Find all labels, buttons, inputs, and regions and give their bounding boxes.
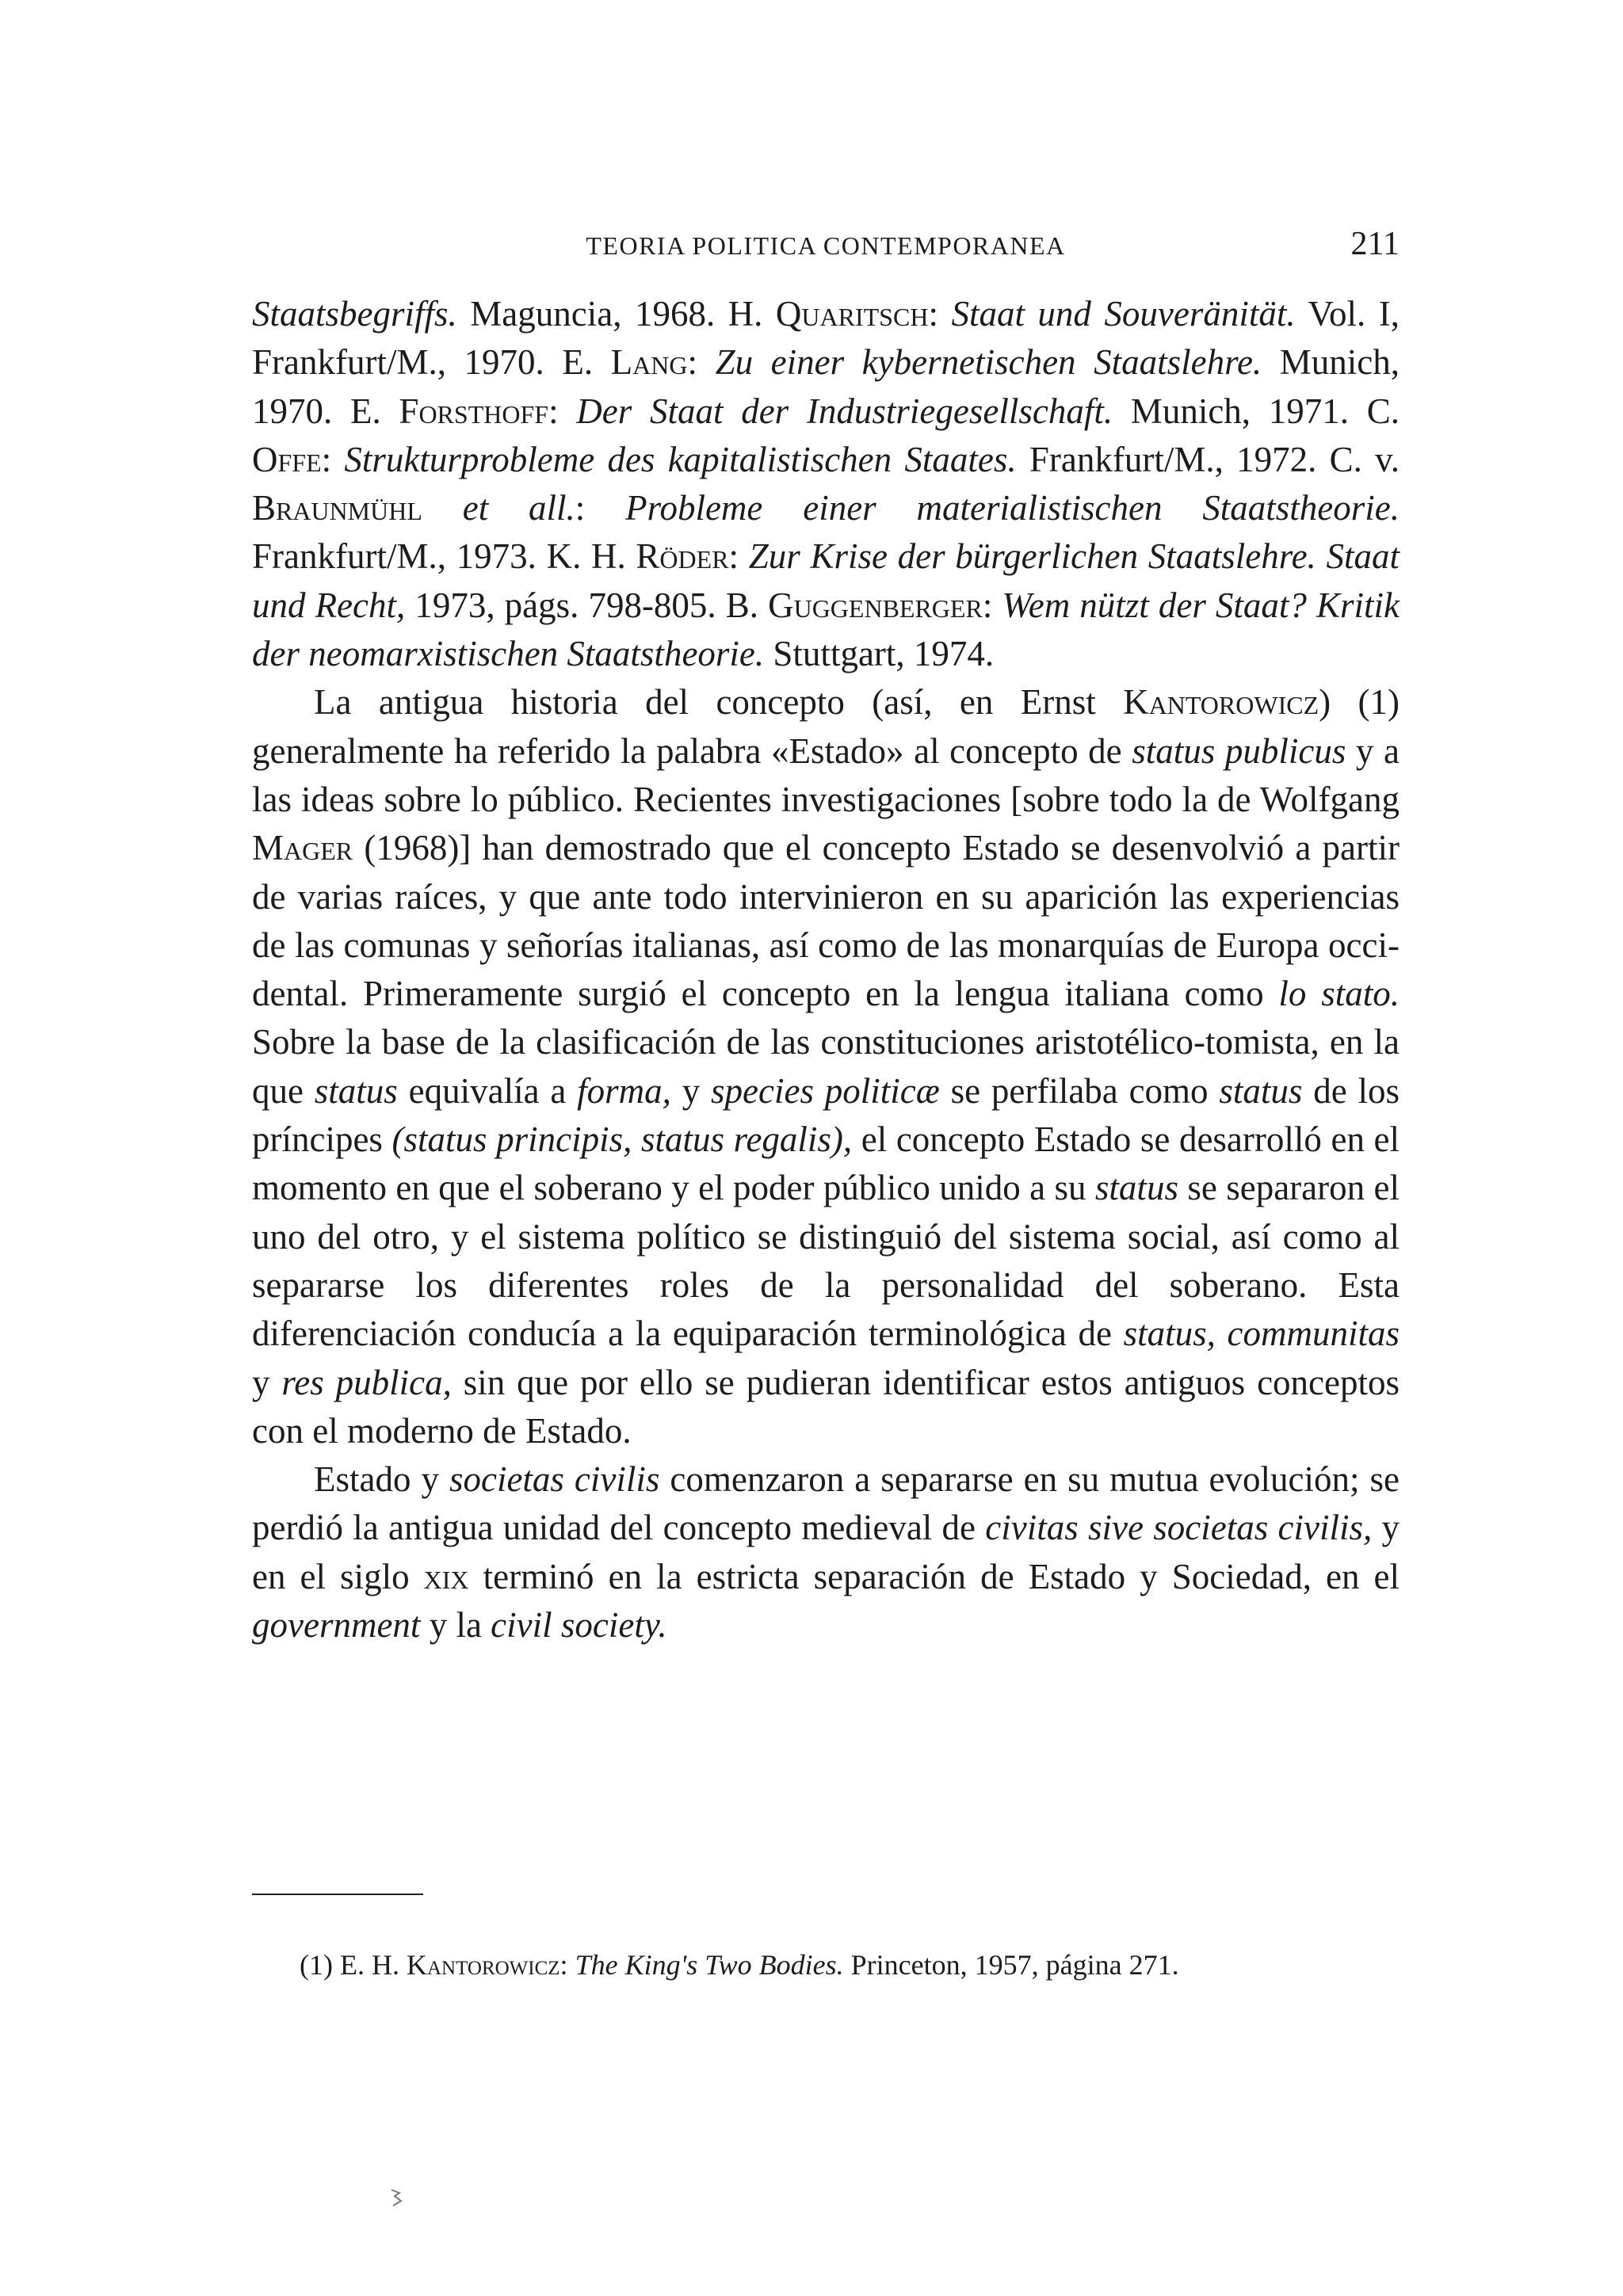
- references-paragraph-run: Staat und Souveränität.: [951, 294, 1296, 334]
- references-paragraph-run: [422, 488, 463, 528]
- paragraph-1-run: ) (1) generalmente ha referido la palabra «Estado» al concepto de: [252, 682, 1400, 771]
- references-paragraph: [252, 290, 1400, 678]
- references-paragraph-run: Zur Krise der bürgerlichen Staatslehre. Staat und Recht,: [252, 536, 1400, 625]
- paragraph-1-run: Sobre la base de la clasificación de las constituciones aristotélico-tomista, en la que: [252, 1022, 1400, 1111]
- references-paragraph-run: Vol. I, Frankfurt/M., 1970. E.: [252, 294, 1400, 383]
- paragraph-2-run: Estado y: [314, 1459, 449, 1500]
- paragraph-2-run: societas civilis: [449, 1459, 660, 1500]
- references-paragraph-run: et all.: [462, 488, 575, 528]
- references-paragraph-run: Frankfurt/M., 1972. C. v.: [1016, 439, 1400, 479]
- paragraph-1-run: sin que por ello se pudieran identificar estos antiguos conceptos con el moderno de Estado.: [252, 1362, 1400, 1451]
- running-title: TEORIA POLITICA CONTEMPORANEA: [586, 231, 1066, 260]
- footnote: [252, 1946, 1400, 1984]
- paragraph-1-run: status, communitas: [1123, 1314, 1400, 1354]
- references-paragraph-run: Staatsbegriffs.: [252, 294, 457, 334]
- references-paragraph-run: :: [728, 536, 749, 577]
- paragraph-1-run: (1968)] han demostrado que el concepto Estado se desenvolvió a partir de varias raíces, y que ante todo intervinieron en su aparición las experiencias de las comunas y señorías italianas, así como de las monarquías de Europa occidental. Primeramente surgió el concepto en la lengua italiana como: [252, 828, 1400, 1014]
- footnote-run: Kantorowicz: [406, 1949, 560, 1981]
- paragraph-1-run: equivalía a: [397, 1070, 578, 1111]
- references-paragraph-run: Frankfurt/M., 1973. K. H.: [252, 536, 636, 577]
- paragraph-1-run: status publicus: [1132, 730, 1346, 771]
- references-paragraph-run: Wem nützt der Staat? Kritik der neomarxistischen Staatstheorie.: [252, 585, 1400, 674]
- references-paragraph-run: Röder: [636, 536, 729, 577]
- paragraph-2: [252, 1455, 1400, 1650]
- references-paragraph-run: Maguncia, 1968. H.: [456, 294, 776, 334]
- references-paragraph-run: Zu einer kybernetischen Staatslehre.: [715, 342, 1262, 383]
- footnote-run: The King's Two Bodies.: [575, 1949, 844, 1981]
- footnote-run: Princeton, 1957, página 271.: [843, 1949, 1179, 1981]
- references-paragraph-run: Stuttgart, 1974.: [764, 634, 995, 674]
- paragraph-1-run: y: [252, 1362, 282, 1402]
- references-paragraph-run: Lang: [610, 342, 688, 383]
- references-paragraph-run: Quaritsch: [775, 294, 929, 334]
- page-number: 211: [1350, 226, 1400, 262]
- paragraph-2-run: civitas sive societas civilis,: [985, 1508, 1373, 1548]
- running-header: [252, 226, 1400, 277]
- references-paragraph-run: Guggenberger: [768, 585, 983, 625]
- references-paragraph-run: Probleme einer materialistischen Staatstheorie.: [625, 488, 1400, 528]
- references-paragraph-run: Der Staat der Industriegesellschaft.: [576, 391, 1113, 431]
- footnote-run: (1) E. H.: [300, 1949, 407, 1981]
- paragraph-1-run: Kantorowicz: [1123, 682, 1319, 723]
- body-text: [252, 290, 1400, 1650]
- references-paragraph-run: :: [928, 294, 952, 334]
- references-paragraph-run: :: [548, 391, 577, 431]
- paragraph-1-run: Mager: [252, 828, 353, 868]
- paragraph-1-run: y: [670, 1070, 712, 1111]
- paragraph-1-run: de los príncipes: [252, 1070, 1400, 1160]
- paragraph-2-run: comenzaron a separarse en su mutua evolución; se perdió la antigua unidad del concepto medieval de: [252, 1459, 1400, 1548]
- footnote-run: :: [559, 1949, 575, 1981]
- paragraph-2-run: terminó en la estricta separación de Estado y Sociedad, en el: [468, 1556, 1400, 1596]
- references-paragraph-run: Munich, 1971. C.: [1113, 391, 1400, 431]
- references-paragraph-run: Braunmühl: [252, 488, 422, 528]
- paragraph-1-run: forma,: [577, 1070, 671, 1111]
- references-paragraph-run: Munich, 1970. E.: [252, 342, 1400, 431]
- paragraph-1-run: status: [1219, 1070, 1303, 1111]
- paragraph-2-run: xix: [423, 1556, 469, 1596]
- paragraph-1-run: La antigua historia del concepto (así, en Ernst: [314, 682, 1124, 723]
- paragraph-1-run: status: [314, 1070, 398, 1111]
- references-paragraph-run: :: [321, 439, 345, 479]
- paragraph-1-run: lo stato.: [1278, 974, 1400, 1014]
- paragraph-1: [252, 678, 1400, 1455]
- paragraph-1-run: (status principis, status regalis),: [391, 1119, 853, 1160]
- paragraph-2-run: government: [252, 1605, 421, 1646]
- paragraph-2-run: civil society.: [491, 1605, 667, 1646]
- references-paragraph-run: :: [982, 585, 1002, 625]
- paragraph-1-run: res publica,: [281, 1362, 452, 1402]
- references-paragraph-run: 1973, págs. 798-805. B.: [405, 585, 769, 625]
- scan-speck-mark: [388, 2187, 404, 2210]
- footnote-rule: [252, 1894, 423, 1895]
- references-paragraph-run: Forsthoff: [399, 391, 549, 431]
- references-paragraph-run: Offe: [252, 439, 322, 479]
- paragraph-1-run: status: [1094, 1168, 1178, 1208]
- references-paragraph-run: Strukturprobleme des kapitalistischen Staates.: [344, 439, 1017, 479]
- paragraph-1-run: se separaron el uno del otro, y el sistema político se distinguió del sistema social, así como al separarse los diferentes roles de la personalidad del soberano. Esta diferenciación conducía a la equiparación terminológica de: [252, 1168, 1400, 1354]
- paragraph-2-run: y en el siglo: [252, 1508, 1400, 1596]
- paragraph-1-run: el concepto Estado se desarrolló en el momento en que el soberano y el poder público unido a su: [252, 1119, 1400, 1208]
- paragraph-1-run: y a las ideas sobre lo público. Recientes investigaciones [sobre todo la de Wolfgang: [252, 730, 1400, 819]
- references-paragraph-run: :: [687, 342, 716, 383]
- paragraph-2-run: y la: [420, 1605, 491, 1646]
- paragraph-1-run: species politicæ: [711, 1070, 940, 1111]
- references-paragraph-run: :: [575, 488, 626, 528]
- paragraph-1-run: se perfilaba como: [939, 1070, 1220, 1111]
